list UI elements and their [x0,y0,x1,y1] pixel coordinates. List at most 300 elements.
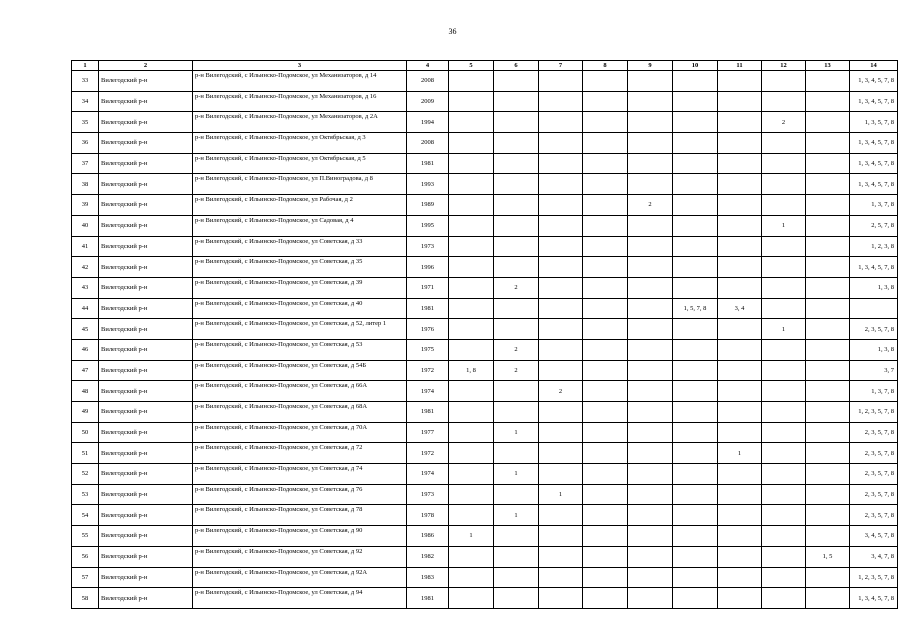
col7-cell [539,443,583,464]
year-cell: 1972 [407,360,449,381]
col14-cell: 1, 3, 4, 5, 7, 8 [850,91,898,112]
col9-cell [628,215,673,236]
address-cell: р-н Вилегодский, с Ильинско-Подомское, ул Советская, д 40 [193,298,407,319]
col13-cell [806,71,850,92]
col13-cell [806,588,850,609]
col8-cell [583,153,628,174]
col5-cell [449,257,494,278]
year-cell: 1983 [407,567,449,588]
col13-cell [806,236,850,257]
col6-cell [494,381,539,402]
col7-cell [539,422,583,443]
table-row [72,339,898,360]
col10-cell [673,484,718,505]
col6-cell [494,91,539,112]
col5-cell [449,464,494,485]
col9-cell [628,112,673,133]
column-header-3: 3 [193,61,407,71]
col7-cell [539,174,583,195]
row-number: 57 [72,567,99,588]
col9-cell [628,464,673,485]
col11-cell [718,91,762,112]
col12-cell [762,71,806,92]
col5-cell [449,91,494,112]
col9-cell [628,360,673,381]
col5-cell [449,236,494,257]
col6-cell [494,443,539,464]
col12-cell [762,505,806,526]
col13-cell [806,112,850,133]
col12-cell [762,526,806,547]
col10-cell [673,133,718,154]
column-header-14: 14 [850,61,898,71]
col6-cell [494,298,539,319]
col10-cell [673,71,718,92]
year-cell: 1989 [407,195,449,216]
col6-cell [494,236,539,257]
row-number: 53 [72,484,99,505]
col5-cell [449,339,494,360]
col6-cell [494,153,539,174]
col8-cell [583,298,628,319]
address-cell: р-н Вилегодский, с Ильинско-Подомское, ул Советская, д 54Б [193,360,407,381]
col12-cell [762,567,806,588]
col13-cell [806,298,850,319]
col8-cell [583,112,628,133]
col12-cell [762,484,806,505]
district-cell: Вилегодский р-н [99,464,193,485]
district-cell: Вилегодский р-н [99,174,193,195]
column-header-1: 1 [72,61,99,71]
col5-cell [449,567,494,588]
col10-cell [673,464,718,485]
col7-cell [539,133,583,154]
table-row [72,153,898,174]
col5-cell [449,402,494,423]
col5-cell [449,195,494,216]
district-cell: Вилегодский р-н [99,443,193,464]
col11-cell [718,236,762,257]
table-row [72,402,898,423]
table-row [72,484,898,505]
col9-cell [628,546,673,567]
col13-cell [806,505,850,526]
col7-cell [539,91,583,112]
table-row [72,91,898,112]
col10-cell [673,174,718,195]
row-number: 58 [72,588,99,609]
col12-cell [762,464,806,485]
col7-cell: 1 [539,484,583,505]
col13-cell [806,526,850,547]
district-cell: Вилегодский р-н [99,71,193,92]
year-cell: 1978 [407,505,449,526]
table-row [72,257,898,278]
address-cell: р-н Вилегодский, с Ильинско-Подомское, ул Советская, д 92 [193,546,407,567]
col9-cell [628,174,673,195]
col6-cell [494,71,539,92]
col13-cell [806,91,850,112]
col7-cell [539,215,583,236]
col14-cell: 2, 3, 5, 7, 8 [850,484,898,505]
col6-cell [494,257,539,278]
table-row [72,464,898,485]
col12-cell [762,443,806,464]
col7-cell [539,236,583,257]
col5-cell [449,71,494,92]
row-number: 55 [72,526,99,547]
col11-cell: 1 [718,443,762,464]
col13-cell [806,567,850,588]
col8-cell [583,505,628,526]
col6-cell [494,588,539,609]
col14-cell: 2, 3, 5, 7, 8 [850,319,898,340]
col14-cell: 1, 2, 3, 8 [850,236,898,257]
col13-cell [806,174,850,195]
col12-cell [762,381,806,402]
col7-cell: 2 [539,381,583,402]
col8-cell [583,588,628,609]
col9-cell [628,339,673,360]
col7-cell [539,402,583,423]
col11-cell [718,464,762,485]
year-cell: 1973 [407,236,449,257]
table-row [72,319,898,340]
page-number: 36 [448,27,457,36]
address-cell: р-н Вилегодский, с Ильинско-Подомское, ул Советская, д 94 [193,588,407,609]
col12-cell [762,360,806,381]
col5-cell [449,443,494,464]
col13-cell [806,339,850,360]
table-row [72,112,898,133]
col5-cell [449,319,494,340]
col5-cell [449,133,494,154]
col11-cell: 3, 4 [718,298,762,319]
row-number: 54 [72,505,99,526]
col9-cell [628,298,673,319]
col14-cell: 1, 3, 8 [850,277,898,298]
col10-cell [673,215,718,236]
row-number: 39 [72,195,99,216]
table-row [72,277,898,298]
district-cell: Вилегодский р-н [99,153,193,174]
col12-cell: 2 [762,112,806,133]
col8-cell [583,71,628,92]
col10-cell [673,319,718,340]
table-row [72,422,898,443]
col10-cell [673,112,718,133]
col9-cell [628,71,673,92]
row-number: 40 [72,215,99,236]
column-header-8: 8 [583,61,628,71]
district-cell: Вилегодский р-н [99,505,193,526]
col12-cell: 1 [762,319,806,340]
year-cell: 1996 [407,257,449,278]
row-number: 33 [72,71,99,92]
col13-cell [806,443,850,464]
col14-cell: 2, 3, 5, 7, 8 [850,422,898,443]
col6-cell: 1 [494,505,539,526]
district-cell: Вилегодский р-н [99,215,193,236]
col14-cell [850,298,898,319]
col8-cell [583,484,628,505]
col14-cell: 1, 3, 4, 5, 7, 8 [850,153,898,174]
col11-cell [718,71,762,92]
col11-cell [718,402,762,423]
col5-cell [449,174,494,195]
column-header-6: 6 [494,61,539,71]
col7-cell [539,505,583,526]
address-cell: р-н Вилегодский, с Ильинско-Подомское, ул Советская, д 90 [193,526,407,547]
address-cell: р-н Вилегодский, с Ильинско-Подомское, ул Механизаторов, д 14 [193,71,407,92]
col11-cell [718,422,762,443]
col5-cell [449,484,494,505]
col14-cell: 1, 3, 4, 5, 7, 8 [850,257,898,278]
year-cell: 1972 [407,443,449,464]
col8-cell [583,339,628,360]
district-cell: Вилегодский р-н [99,257,193,278]
table-row [72,443,898,464]
col14-cell: 1, 2, 3, 5, 7, 8 [850,402,898,423]
district-cell: Вилегодский р-н [99,236,193,257]
col13-cell [806,360,850,381]
address-cell: р-н Вилегодский, с Ильинско-Подомское, ул Советская, д 76 [193,484,407,505]
col12-cell [762,277,806,298]
address-cell: р-н Вилегодский, с Ильинско-Подомское, ул Садовая, д 4 [193,215,407,236]
year-cell: 1975 [407,339,449,360]
col8-cell [583,319,628,340]
district-cell: Вилегодский р-н [99,319,193,340]
col12-cell [762,195,806,216]
col14-cell: 1, 3, 4, 5, 7, 8 [850,71,898,92]
row-number: 51 [72,443,99,464]
col14-cell: 1, 3, 4, 5, 7, 8 [850,174,898,195]
col10-cell [673,195,718,216]
col14-cell: 2, 3, 5, 7, 8 [850,443,898,464]
row-number: 45 [72,319,99,340]
col10-cell [673,588,718,609]
district-cell: Вилегодский р-н [99,588,193,609]
col6-cell: 1 [494,422,539,443]
col8-cell [583,174,628,195]
col9-cell [628,133,673,154]
col5-cell [449,588,494,609]
col7-cell [539,588,583,609]
row-number: 41 [72,236,99,257]
col10-cell [673,236,718,257]
col11-cell [718,257,762,278]
col11-cell [718,339,762,360]
col11-cell [718,174,762,195]
col9-cell [628,257,673,278]
row-number: 49 [72,402,99,423]
col8-cell [583,215,628,236]
col9-cell [628,236,673,257]
col5-cell [449,422,494,443]
col7-cell [539,360,583,381]
col8-cell [583,402,628,423]
col13-cell [806,464,850,485]
col11-cell [718,133,762,154]
table-row [72,195,898,216]
col7-cell [539,298,583,319]
column-header-5: 5 [449,61,494,71]
col12-cell [762,236,806,257]
col13-cell [806,319,850,340]
col14-cell: 1, 2, 3, 5, 7, 8 [850,567,898,588]
col6-cell [494,567,539,588]
col6-cell [494,526,539,547]
row-number: 34 [72,91,99,112]
district-cell: Вилегодский р-н [99,567,193,588]
year-cell: 2009 [407,91,449,112]
address-cell: р-н Вилегодский, с Ильинско-Подомское, ул Советская, д 68А [193,402,407,423]
address-cell: р-н Вилегодский, с Ильинско-Подомское, ул Советская, д 52, литер 1 [193,319,407,340]
col10-cell [673,402,718,423]
row-number: 44 [72,298,99,319]
col11-cell [718,484,762,505]
col13-cell: 1, 5 [806,546,850,567]
col7-cell [539,526,583,547]
row-number: 37 [72,153,99,174]
col14-cell: 3, 4, 7, 8 [850,546,898,567]
row-number: 35 [72,112,99,133]
address-cell: р-н Вилегодский, с Ильинско-Подомское, ул Октябрьская, д 5 [193,153,407,174]
column-header-12: 12 [762,61,806,71]
col14-cell: 1, 3, 7, 8 [850,195,898,216]
col9-cell [628,567,673,588]
row-number: 42 [72,257,99,278]
col6-cell [494,546,539,567]
row-number: 38 [72,174,99,195]
district-cell: Вилегодский р-н [99,422,193,443]
col9-cell [628,443,673,464]
col10-cell [673,381,718,402]
col5-cell [449,112,494,133]
col12-cell [762,339,806,360]
address-cell: р-н Вилегодский, с Ильинско-Подомское, ул Советская, д 74 [193,464,407,485]
year-cell: 1977 [407,422,449,443]
table-row [72,567,898,588]
col5-cell [449,505,494,526]
col12-cell [762,153,806,174]
col14-cell: 2, 3, 5, 7, 8 [850,464,898,485]
col11-cell [718,112,762,133]
address-cell: р-н Вилегодский, с Ильинско-Подомское, ул Советская, д 70А [193,422,407,443]
district-cell: Вилегодский р-н [99,381,193,402]
address-cell: р-н Вилегодский, с Ильинско-Подомское, ул Советская, д 33 [193,236,407,257]
col10-cell [673,339,718,360]
row-number: 50 [72,422,99,443]
year-cell: 1974 [407,381,449,402]
col11-cell [718,277,762,298]
district-cell: Вилегодский р-н [99,112,193,133]
address-cell: р-н Вилегодский, с Ильинско-Подомское, ул Советская, д 66А [193,381,407,402]
col12-cell [762,133,806,154]
row-number: 48 [72,381,99,402]
col5-cell [449,153,494,174]
column-header-9: 9 [628,61,673,71]
col11-cell [718,195,762,216]
col8-cell [583,195,628,216]
table-row [72,505,898,526]
col14-cell: 2, 3, 5, 7, 8 [850,505,898,526]
year-cell: 1981 [407,153,449,174]
col12-cell: 1 [762,215,806,236]
district-cell: Вилегодский р-н [99,195,193,216]
address-cell: р-н Вилегодский, с Ильинско-Подомское, ул Советская, д 78 [193,505,407,526]
col8-cell [583,464,628,485]
header-row [72,61,898,71]
year-cell: 1994 [407,112,449,133]
address-cell: р-н Вилегодский, с Ильинско-Подомское, ул П.Виноградова, д 8 [193,174,407,195]
col8-cell [583,526,628,547]
address-cell: р-н Вилегодский, с Ильинско-Подомское, ул Механизаторов, д 16 [193,91,407,112]
address-cell: р-н Вилегодский, с Ильинско-Подомское, ул Советская, д 35 [193,257,407,278]
col7-cell [539,153,583,174]
district-cell: Вилегодский р-н [99,91,193,112]
col9-cell [628,319,673,340]
col8-cell [583,567,628,588]
col13-cell [806,381,850,402]
col13-cell [806,257,850,278]
year-cell: 1995 [407,215,449,236]
col14-cell: 1, 3, 4, 5, 7, 8 [850,588,898,609]
col7-cell [539,112,583,133]
year-cell: 1974 [407,464,449,485]
col9-cell [628,422,673,443]
col10-cell [673,153,718,174]
year-cell: 1971 [407,277,449,298]
row-number: 52 [72,464,99,485]
col10-cell: 1, 5, 7, 8 [673,298,718,319]
col12-cell [762,588,806,609]
table-row [72,236,898,257]
district-cell: Вилегодский р-н [99,339,193,360]
col8-cell [583,236,628,257]
col12-cell [762,257,806,278]
col9-cell [628,153,673,174]
row-number: 47 [72,360,99,381]
district-cell: Вилегодский р-н [99,402,193,423]
col8-cell [583,133,628,154]
col14-cell: 1, 3, 4, 5, 7, 8 [850,133,898,154]
table-row [72,215,898,236]
col9-cell [628,588,673,609]
col6-cell [494,133,539,154]
column-header-2: 2 [99,61,193,71]
row-number: 56 [72,546,99,567]
col10-cell [673,443,718,464]
col7-cell [539,71,583,92]
data-table [71,60,898,609]
col5-cell [449,298,494,319]
col7-cell [539,277,583,298]
col11-cell [718,215,762,236]
district-cell: Вилегодский р-н [99,360,193,381]
col11-cell [718,505,762,526]
col9-cell [628,484,673,505]
col10-cell [673,422,718,443]
col8-cell [583,546,628,567]
col10-cell [673,277,718,298]
col6-cell: 1 [494,464,539,485]
col12-cell [762,91,806,112]
col7-cell [539,567,583,588]
table-row [72,381,898,402]
col6-cell: 2 [494,339,539,360]
col14-cell: 2, 5, 7, 8 [850,215,898,236]
